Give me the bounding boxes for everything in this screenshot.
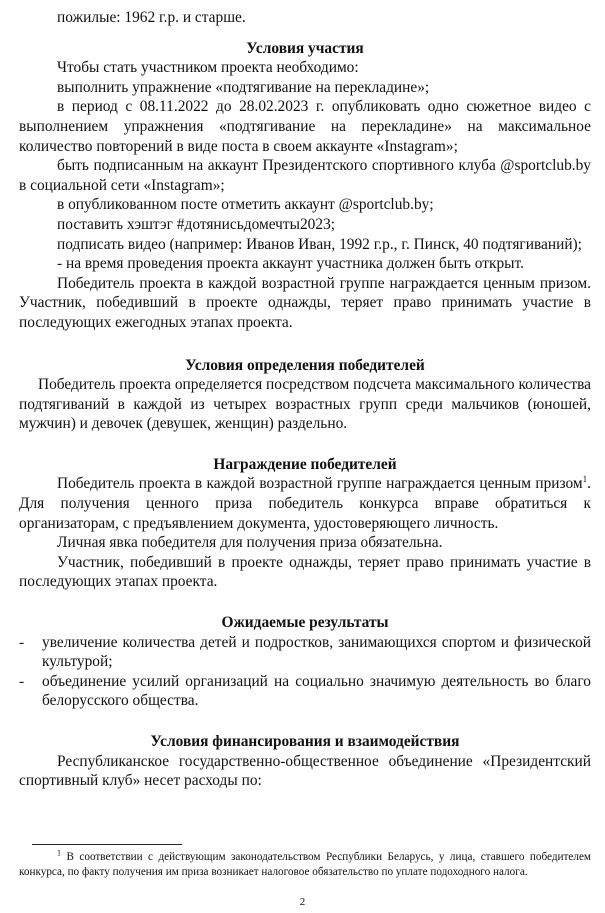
- winners-text: Победитель проекта определяется посредством подсчета максимального количества подтягиваний в каждой из четырех возрастных групп среди мальчиков (юношей, мужчин) и девочек (девушек, женщин) раздельно.: [19, 376, 591, 433]
- participation-line-3: в период с 08.11.2022 до 28.02.2023 г. опубликовать одно сюжетное видео с выполнением упражнения «подтягивание на перекладине» на максимальное количество повторений в виде поста в своем аккаунте «Instagram»;: [19, 98, 591, 155]
- heading-results: Ожидаемые результаты: [221, 614, 389, 632]
- participation-line-4: быть подписанным на аккаунт Президентского спортивного клуба @sportclub.by в социальной сети «Instagram»;: [19, 157, 591, 194]
- heading-winners: Условия определения победителей: [185, 356, 425, 374]
- footnote: [19, 850, 591, 881]
- footnote-text: В соответствии с действующим законодательством Республики Беларусь, у лица, ставшего победителем конкурса, по факту получения им приза возникает налоговое обязательство по уплате подоходного налога.: [19, 851, 591, 879]
- awards-paragraph-1: [19, 474, 591, 533]
- awards-paragraph-2: Личная явка победителя для получения приза обязательна.: [57, 534, 443, 552]
- results-item-dash: -: [19, 672, 25, 690]
- results-item-text: увеличение количества детей и подростков, занимающихся спортом и физической культурой;: [42, 633, 591, 671]
- results-item-1: [19, 633, 591, 672]
- financing-text: Республиканское государственно-общественное объединение «Президентский спортивный клуб» несет расходы по:: [19, 752, 591, 790]
- results-item-dash: -: [19, 633, 25, 651]
- results-item-text: объединение усилий организаций на социально значимую деятельность во благо белорусского общества.: [42, 672, 591, 710]
- participation-line-7: подписать видео (например: Иванов Иван, 1992 г.р., г. Пинск, 40 подтягиваний);: [57, 235, 582, 253]
- participation-line-2: выполнить упражнение «подтягивание на перекладине»;: [57, 78, 430, 96]
- heading-awards: Награждение победителей: [213, 455, 397, 473]
- participation-line-8: - на время проведения проекта аккаунт участника должен быть открыт.: [57, 255, 524, 273]
- page-number: 2: [299, 896, 306, 908]
- heading-financing: Условия финансирования и взаимодействия: [150, 733, 460, 750]
- participation-line-1: Чтобы стать участником проекта необходимо:: [57, 59, 359, 77]
- footnote-divider: [32, 844, 182, 845]
- footnote-ref: 1: [582, 474, 588, 485]
- participation-line-9: Победитель проекта в каждой возрастной группе награждается ценным призом. Участник, победивший в проекте однажды, теряет право принимать участие в последующих ежегодных этапах проекта.: [19, 274, 591, 331]
- results-item-2: [19, 672, 591, 711]
- footnote-marker: 1: [57, 848, 61, 858]
- awards-p1-after: . Для получения ценного приза победитель конкурса вправе обратиться к организаторам, с предъявлением документа, удостоверяющего личность.: [19, 475, 591, 532]
- awards-paragraph-3: Участник, победивший в проекте однажды, теряет право принимать участие в последующих этапах проекта.: [19, 553, 591, 591]
- top-line: пожилые: 1962 г.р. и старше.: [57, 9, 246, 26]
- document-page: [19, 8, 591, 791]
- awards-p1-before: Победитель проекта в каждой возрастной группе награждается ценным призом: [57, 475, 583, 493]
- participation-line-6: поставить хэштэг #дотянисьдомечты2023;: [57, 215, 336, 233]
- participation-line-5: в опубликованном посте отметить аккаунт @sportclub.by;: [57, 196, 434, 214]
- heading-participation: Условия участия: [246, 39, 364, 57]
